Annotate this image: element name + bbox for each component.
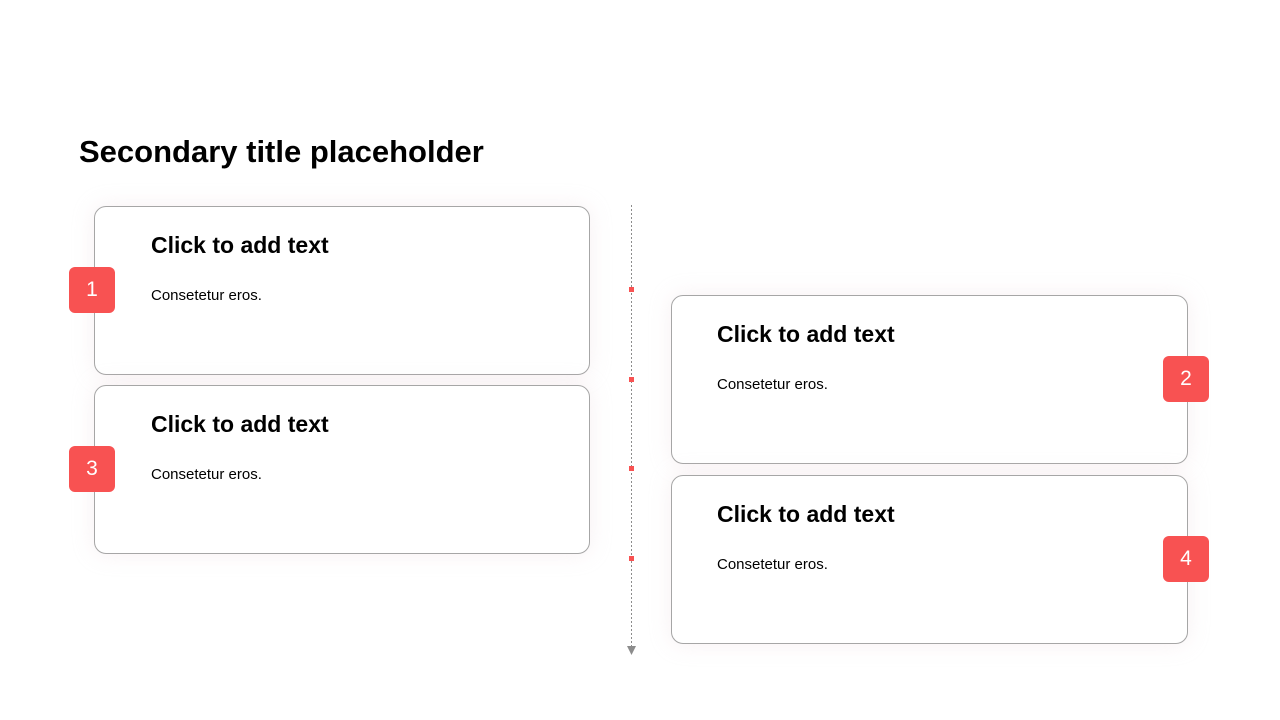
card-4-heading[interactable]: Click to add text [717,501,895,527]
card-4 [671,475,1188,644]
timeline-marker-1 [629,287,634,292]
badge-1: 1 [69,267,115,313]
card-2-heading[interactable]: Click to add text [717,321,895,347]
card-1-heading[interactable]: Click to add text [151,232,329,258]
timeline-arrow [620,200,644,660]
timeline-marker-2 [629,377,634,382]
timeline-arrowhead [627,646,636,655]
badge-2: 2 [1163,356,1209,402]
card-4-body[interactable]: Consetetur eros. [717,556,828,573]
card-3-body[interactable]: Consetetur eros. [151,466,262,483]
card-1 [94,206,590,375]
card-3-heading[interactable]: Click to add text [151,411,329,437]
card-1-body[interactable]: Consetetur eros. [151,287,262,304]
timeline-marker-3 [629,466,634,471]
badge-3: 3 [69,446,115,492]
badge-4: 4 [1163,536,1209,582]
slide-title[interactable]: Secondary title placeholder [79,134,484,169]
card-3 [94,385,590,554]
card-2-body[interactable]: Consetetur eros. [717,376,828,393]
card-2 [671,295,1188,464]
timeline-marker-4 [629,556,634,561]
